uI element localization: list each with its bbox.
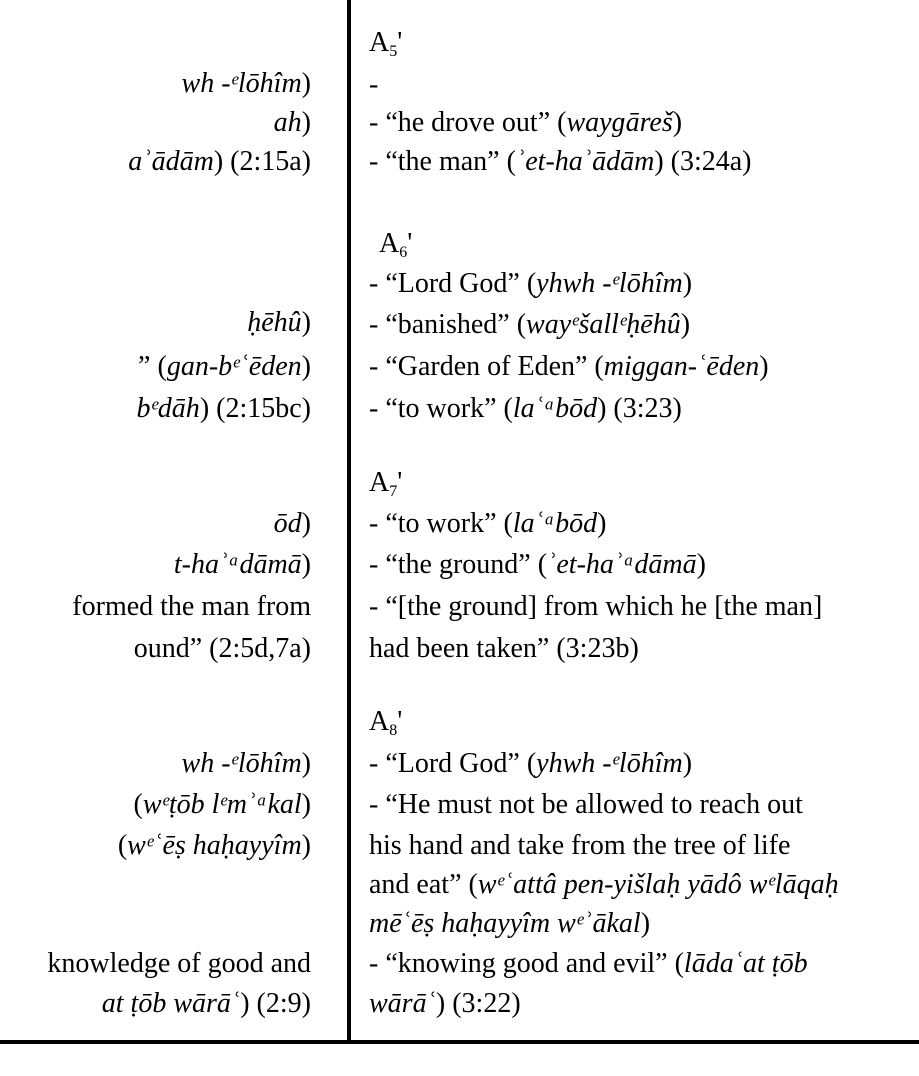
entry-line: - “banished” (wayᵉšallᵉḥēhû) (369, 309, 691, 340)
left-line: ” (gan-bᵉʿēden) (138, 351, 311, 382)
left-line: ah) (273, 107, 311, 138)
left-line: ḥēhû) (247, 307, 311, 338)
left-line: wh ‑ᵉlōhîm) (181, 748, 311, 779)
entry-line: - (369, 69, 379, 100)
section-heading-a8: $A_8'$ (369, 706, 403, 739)
left-line: t-haʾᵃdāmā) (173, 549, 311, 580)
entry-line: - “the man” (ʾet-haʾādām) (3:24a) (369, 146, 752, 177)
entry-line: wārāʿ) (3:22) (369, 988, 521, 1019)
entry-line: - “Lord God” (yhwh ‑ᵉlōhîm) (369, 268, 693, 299)
entry-line: and eat” (wᵉʿattâ pen-yišlaḥ yādô wᵉlāqaḥ (369, 869, 839, 900)
entry-line: - “knowing good and evil” (lādaʿat ṭōb (369, 948, 808, 979)
entry-line: - “Lord God” (yhwh ‑ᵉlōhîm) (369, 748, 693, 779)
left-line: (wᵉṭōb lᵉmʾᵃkal) (133, 789, 311, 820)
left-line: ōd) (273, 508, 311, 539)
column-divider (347, 0, 351, 1043)
entry-line: - “Garden of Eden” (miggan-ʿēden) (369, 351, 769, 382)
section-heading-a5: $A_5'$ (369, 27, 403, 60)
left-line: aʾādām) (2:15a) (128, 146, 311, 177)
left-column (0, 0, 347, 1040)
entry-line: - “He must not be allowed to reach out (369, 789, 803, 820)
left-line: ound” (2:5d,7a) (133, 633, 311, 664)
left-line: bᵉdāh) (2:15bc) (136, 393, 311, 424)
left-line: formed the man from (72, 591, 311, 622)
section-heading-a7: $A_7'$ (369, 467, 403, 500)
left-line: wh ‑ᵉlōhîm) (181, 68, 311, 99)
entry-line: - “the ground” (ʾet-haʾᵃdāmā) (369, 549, 706, 580)
entry-line: - “he drove out” (wayɡāreš) (369, 107, 683, 138)
left-line: (wᵉʿēṣ haḥayyîm) (117, 830, 311, 861)
right-column (369, 0, 919, 1040)
left-line: at ṭōb wārāʿ) (2:9) (101, 988, 311, 1019)
left-line: knowledge of good and (47, 948, 311, 979)
entry-line: mēʿēṣ haḥayyîm wᵉʾākal) (369, 908, 651, 939)
bottom-rule (0, 1040, 919, 1044)
entry-line: had been taken” (3:23b) (369, 633, 639, 664)
entry-line: - “[the ground] from which he [the man] (369, 591, 823, 622)
entry-line: - “to work” (laʿᵃbōd) (369, 508, 607, 539)
entry-line: - “to work” (laʿᵃbōd) (3:23) (369, 393, 682, 424)
section-heading-a6: $A_6'$ (379, 228, 413, 261)
entry-line: his hand and take from the tree of life (369, 830, 791, 861)
